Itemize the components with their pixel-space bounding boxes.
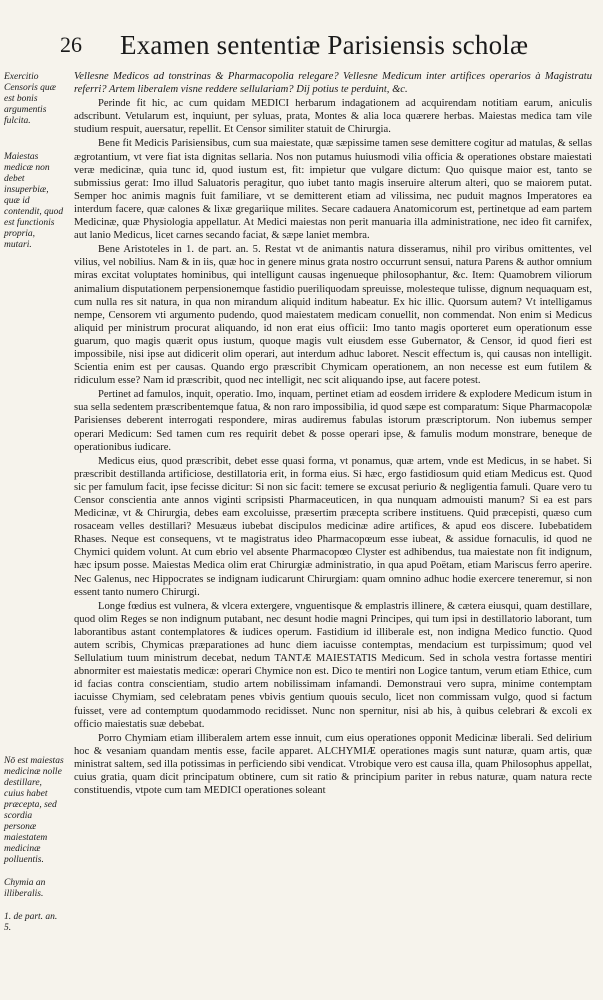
page-number: 26 (60, 32, 82, 57)
margin-note-2 (4, 152, 64, 251)
margin-note-1 (4, 72, 64, 127)
paragraph: Porro Chymiam etiam illiberalem artem esse innuit, cum eius operationes opponit Medicinæ liberali. Sed delirium hoc & vesaniam quandam mentis esse, facile apparet. ALCHYMIÆ operationes magis sunt naturæ, quam artis, quæ ministrat saltem, sed illa potissimas in perficiendo sibi vendicat. Vtrobique vero est causa illa, quam Philosophus appellat, cuius gratia, quam dicit principatum obtinere, cum sit ratio & principium pariter in rebus naturæ, quam natura recte constituendis, vtpote cum tam MEDICI operationes soleant (74, 732, 592, 797)
margin-note-5 (4, 912, 64, 934)
body-text (74, 70, 592, 798)
paragraph: Vellesne Medicos ad tonstrinas & Pharmacopolia relegare? Vellesne Medicum inter artifices operarios à Magistratu referri? Artem liberalem visne reddere sellulariam? Dij potius te perduint, &c. (74, 71, 592, 96)
margin-note-4 (4, 878, 64, 900)
paragraph: Bene fit Medicis Parisiensibus, cum sua maiestate, quæ sæpissime tamen sese demittere cogitur ad matulas, & sellas ægrotantium, vt vere fiat ista dignitas sellaria. Nos non putamus huiusmodi vilia officia & operationes obstare maiestati veræ medicinæ, quia tunc id, quod iustum est, fit: impietur que vulgare dictum: Quo quisque maior est, tanto se submissius gerat: Imo illud Saluatoris peragitur, quo iubet tanto magis inseruire alterum alteri, quo se maiorem putat. Semper hoc animis magnis fuit familiare, vt se demitterent etiam ad vilissima, nec puduit magnos Imperatores ea interdum facere, quæ calones & lixæ gregariique milites. Secare cadauera Anatomicorum est, pertinetque ad eam partem Medicinæ, quæ Physiologia appellatur. At Medici maiestas non perit manuaria illa administratione, nec ideo fit carnifex, aut lanio Medicus, licet carnes secando faciat, & sæpe laniet membra. (74, 138, 592, 242)
margin-note-text: Maiestas medicæ non debet insuperbiæ, quæ id contendit, quod est functionis propria, mutari. (4, 152, 64, 250)
margin-note-3 (4, 756, 64, 866)
margin-note-text: 1. de part. an. 5. (4, 912, 58, 933)
paragraph: Medicus eius, quod præscribit, debet esse quasi forma, vt ponamus, quæ artem, vnde est Medicus, in se habet. Si præscribit destillanda artificiose, destillatoria erit, in forma eius. Si hæc, ergo fastidiosum quid etiam Medicus est. Quod sic per famulum facit, ipse fecisse dicitur: Si non sic facit: temere se excusat periurio & negligentia famuli. Quare vero tu Censor conscientia ante annos viginti scripsisti Pharmaceuticen, in qua nunquam admouisti manum? Si ea est pars Medicinæ, vt & Chirurgia, debes eam excoluisse, præsertim præcepta scribere instituens. Quid præcepisti, quæso cum rosaceam velles destillari? Mesuæus iubebat discipulos medicinæ adire artifices, & apud eos discere. Iubebatidem Rhases. Neque est consequens, vt te magistratus ideo Pharmacopœum esse iubeat, & assidue fornaculis, id quod ne Chymici quidem volunt. At cum ebrio vel absente Pharmacopœo Clyster est adhibendus, tua maiestate non fit indignum, hæc ipsum posse. Maiestas Medica olim erat Chirurgiæ administratio, in qua apud Poëtam, etiam Mariscus ferro aperire. Nec Galenus, nec Hippocrates se indignam iudicarunt Chirurgiam: quam omnino adhuc hodie exercere teneremur, si non essent tanto numero Chirurgi. (74, 455, 592, 598)
page-header (60, 30, 589, 70)
margin-note-text: Chymia an illiberalis. (4, 878, 46, 899)
paragraph: Perinde fit hic, ac cum quidam MEDICI herbarum indagationem ad acquirendam notitiam earum, aniculis adscribunt. Vetularum est, inquiunt, per syluas, prata, Montes & alia loca quærere herbas. Maiestas medica tam vile studium respuit, auersatur, repellit. Et Censor similiter statuit de Chirurgia. (74, 98, 592, 136)
margin-note-text: Exercitio Censoris quæ est bonis argumentis fulcita. (4, 72, 56, 126)
paragraph: Bene Aristoteles in 1. de part. an. 5. Restat vt de animantis natura disseramus, nihil pro viribus omittentes, vel vilius, vel nobilius. Nam & in iis, quæ hoc in genere minus grata nostro occurrunt sensui, natura Parens & author omnium miras excitat voluptates hominibus, qui intelligunt causas ingenueque philosophantur, &c. Item: Quamobrem viliorum animalium disputationem perpensionemque fastidio pueriliquodam spreuisse, molesteque tulisse, dignum nequaquam est, cum nulla res sit natura, in qua non mirandum aliquid inditum habeatur. Ex hic illic. Quorsum autem? Vt intelligamus nempe, Censorem vti argumento pudendo, quod maiestatem medicam conuellit, non commendat. Non enim si Medicus aliquid per ministrum procurat aliquando, id non erat eius officii: Imo tanto magis oporteret eum operationum esse guarum, quo magis quærit opus iustum, quoque magis vult eiusdem esse Gubernator, & Censor, id quod fieri est impossibile, nisi ipse aut didicerit olim operari, aut interdum adhuc laboret. Nescit effectum is, qui causas non intelligit. Scientia enim est per causas. Quando ergo præscribit Chymicam operationem, an non necesse est eum futilem & ridiculum esse? Nam id præscribit, quod nec intelligit, nec scit aliquando ipse, aut facere potest. (74, 244, 592, 387)
running-title: Examen sententiæ Parisiensis scholæ (120, 30, 529, 60)
paragraph: Longe fœdius est vulnera, & vlcera extergere, vnguentisque & emplastris illinere, & cætera eiusqui, quam destillare, quod olim Reges se non indignum putabant, nec desunt hodie magni Principes, qui tum ipsi in destillatorio laborant, tum laborantibus astant contemplatores & iudices operum. Fastidium id illiberale est, non indigna Medico functio. Quod autem scribis, Chymicas præparationes ad hunc diem iacuisse contemptas, mendacium est turpissimum; quod vel Sellulatium tuum ministrum decebat, nedum TANTÆ MAIESTATIS Medicum. Sed in schola vestra fortasse mentiri abnormiter est maiestatis medicæ: operari Chymice non est. Dico te mentiri non Logice tantum, verum etiam Ethice, cum id facias contra conscientiam, studio artem nobilissimam infamandi. Demonstraui vero supra, minime contemptam iacuisse Chymiam, sed celebratam penes vbivis gentium quouis seculo, licet non commissam vulgo, quod si factum fuisset, vere ad contemptum quodammodo recidisset. Nunc non spernitur, nisi ab his, à quibus celebrari & excoli ex officio maiestatis suæ debebat. (74, 600, 592, 730)
paragraph: Pertinet ad famulos, inquit, operatio. Imo, inquam, pertinet etiam ad eosdem irridere & explodere Medicum istum in sua sella sedentem præscribentemque fatua, & non raro impossibilia, id quod sæpe est comparatum: Sique Pharmacopolæ Parisienses deberent interrogati respondere, miras audiremus fabulas istorum præscriptorum. Non iubemus semper operari Medicum: Sed tamen cum res requirit debet & posse operari ipse, & famulis modum monstrare, beneque de operationibus iudicare. (74, 389, 592, 453)
margin-note-text: Nō est maiestas medicinæ nolle destillare, cuius habet præcepta, sed scordia personæ maiestatem medicinæ polluentis. (4, 756, 64, 865)
